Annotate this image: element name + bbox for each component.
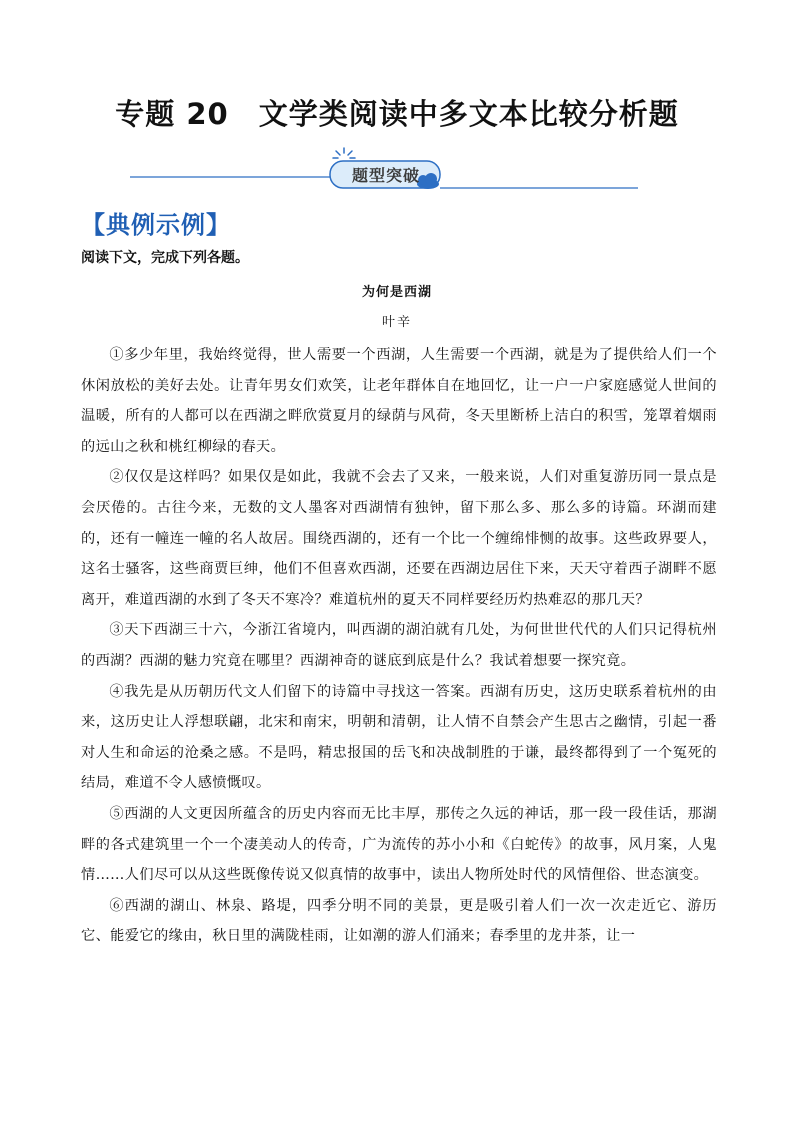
paragraph-1: ①多少年里，我始终觉得，世人需要一个西湖，人生需要一个西湖，就是为了提供给人们一个休闲放松的美好去处。让青年男女们欢笑，让老年群体自在地回忆，让一户一户家庭感觉人世间的温暖，所有的人都可以在西湖之畔欣赏夏月的绿荫与风荷，冬天里断桥上洁白的积雪，笼罩着烟雨的远山之秋和桃红柳绿的春天。 bbox=[81, 347, 717, 455]
paragraph-4: ④我先是从历朝历代文人们留下的诗篇中寻找这一答案。西湖有历史，这历史联系着杭州的由来，这历史让人浮想联翩，北宋和南宋，明朝和清朝，让人情不自禁会产生思古之幽情，引起一番对人生和命运的沧桑之感。不是吗，精忠报国的岳飞和决战制胜的于谦，最终都得到了一个冤死的结局，难道不令人感愤慨叹。 bbox=[81, 683, 717, 792]
paragraph-2: ②仅仅是这样吗？如果仅是如此，我就不会去了又来，一般来说，人们对重复游历同一景点是会厌倦的。古往今来，无数的文人墨客对西湖情有独钟，留下那么多、那么多的诗篇。环湖而建的，还有一幢连一幢的名人故居。围绕西湖的，还有一个比一个缠绵悱恻的故事。这些政界要人，这名士骚客，这些商贾巨绅，他们不但喜欢西湖，还要在西湖边居住下来，天天守着西子湖畔不愿离开，难道西湖的水到了冬天不寒冷？难道杭州的夏天不同样要经历灼热难忍的那几天？ bbox=[81, 469, 717, 608]
paragraph-5: ⑤西湖的人文更因所蕴含的历史内容而无比丰厚，那传之久远的神话，那一段一段佳话，那湖畔的各式建筑里一个一个凄美动人的传奇，广为流传的苏小小和《白蛇传》的故事，风月案，人鬼情……人们尽可以从这些既像传说又似真情的故事中，读出人物所处时代的风情俚俗、世态演变。 bbox=[81, 805, 717, 884]
section-banner bbox=[130, 146, 640, 194]
paragraph-6: ⑥西湖的湖山、林泉、路堤，四季分明不同的美景，更是吸引着人们一次一次走近它、游历它、能爱它的缘由，秋日里的满陇桂雨，让如潮的游人们涌来；春季里的龙井茶，让一 bbox=[81, 897, 717, 945]
article-body bbox=[81, 340, 717, 952]
article-author: 叶辛 bbox=[381, 315, 412, 330]
sparkle-icon bbox=[333, 148, 355, 158]
article-title: 为何是西湖 bbox=[361, 285, 432, 300]
section-heading: 【典例示例】 bbox=[81, 211, 231, 239]
banner-label: 题型突破 bbox=[351, 166, 420, 185]
page-title: 专题 20 文学类阅读中多文本比较分析题 bbox=[115, 97, 679, 131]
instruction-text: 阅读下文，完成下列各题。 bbox=[81, 250, 249, 266]
paragraph-3: ③天下西湖三十六，今浙江省境内，叫西湖的湖泊就有几处，为何世世代代的人们只记得杭州的西湖？西湖的魅力究竟在哪里？西湖神奇的谜底到底是什么？我试着想要一探究竟。 bbox=[81, 622, 717, 669]
